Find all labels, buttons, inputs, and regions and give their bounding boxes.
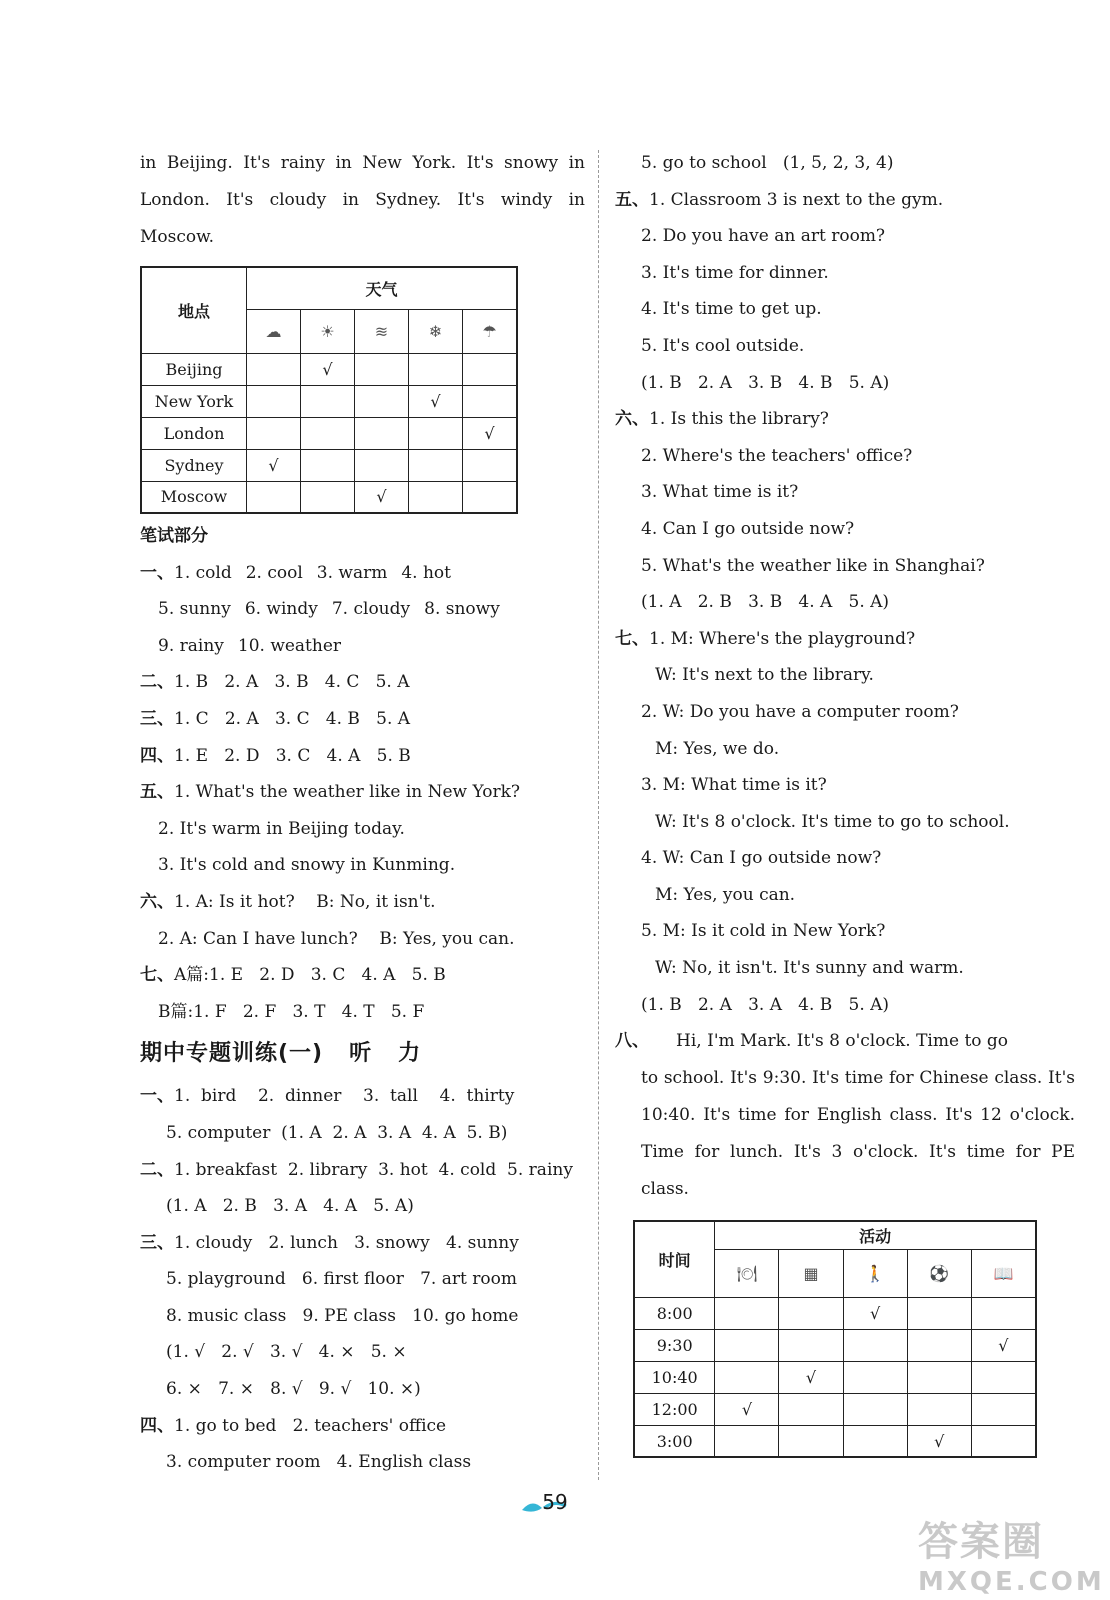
weather-row [141, 385, 517, 417]
answer-line: 5. What's the weather like in Shanghai? [641, 555, 985, 576]
activity-table [633, 1220, 1037, 1458]
answer-line: 5. It's cool outside. [641, 335, 805, 356]
activity-row [634, 1361, 1036, 1393]
answer-line: M: Yes, you can. [655, 884, 796, 905]
section-1: 一、1. cold 2. cool 3. warm 4. hot [140, 562, 451, 583]
page-number: 59 [542, 1490, 568, 1514]
section-number: 五、 [615, 189, 649, 210]
unit-title: 期中专题训练(一) 听 力 [140, 1041, 422, 1067]
check-cell: √ [409, 385, 463, 417]
vocab-item: 8. snowy [424, 599, 500, 620]
weather-row [141, 481, 517, 513]
check-cell [247, 417, 301, 449]
weather-paragraph: in Beijing. It's rainy in New York. It's snowy in London. It's cloudy in Sydney. It's windy in Moscow. [140, 153, 585, 247]
vocab-item: 6. windy [244, 599, 318, 620]
answer-text: 1. Is this the library? [649, 409, 829, 430]
check-cell [971, 1297, 1036, 1329]
right-top-line: 5. go to school (1, 5, 2, 3, 4) [641, 153, 894, 173]
unit-section-2-line2: (1. A 2. B 3. A 4. A 5. A) [166, 1196, 414, 1217]
check-cell [779, 1297, 843, 1329]
section-1-line2 [140, 591, 585, 628]
check-cell [843, 1425, 907, 1457]
unit-section-3-line3: 8. music class 9. PE class 10. go home [166, 1305, 519, 1326]
answer-line: 3. It's time for dinner. [641, 262, 829, 283]
section-1-line3 [140, 628, 585, 665]
answer-text: 1. M: Where's the playground? [649, 628, 916, 649]
weather-row [141, 417, 517, 449]
city-cell: Sydney [141, 449, 247, 481]
answer-line: 2. Where's the teachers' office? [641, 445, 913, 466]
vocab-item: 2. cool [245, 562, 303, 583]
check-cell [247, 481, 301, 513]
activity-row [634, 1425, 1036, 1457]
written-section-title: 笔试部分 [140, 526, 208, 546]
time-cell: 10:40 [634, 1361, 715, 1393]
city-cell: London [141, 417, 247, 449]
answer-line: 2. W: Do you have a computer room? [641, 701, 959, 722]
check-cell [971, 1425, 1036, 1457]
vocab-item: 9. rainy [158, 635, 224, 656]
answer-line: 5. M: Is it cold in New York? [641, 921, 886, 942]
check-cell [843, 1393, 907, 1425]
check-cell [907, 1329, 971, 1361]
right-section-8: 八、 Hi, I'm Mark. It's 8 o'clock. Time to go [615, 1031, 1009, 1052]
section-6: 六、1. A: Is it hot? B: No, it isn't. [140, 891, 436, 912]
vocab-item: 10. weather [237, 635, 342, 656]
check-cell: √ [779, 1361, 843, 1393]
right-section-6 [615, 401, 1075, 621]
watermark [918, 1510, 1105, 1597]
check-cell [355, 353, 409, 385]
check-cell [463, 353, 518, 385]
activity-row [634, 1329, 1036, 1361]
answer-line: (1. A 2. B 3. B 4. A 5. A) [641, 592, 890, 613]
snowy-icon: ❄ [409, 309, 463, 353]
time-cell: 3:00 [634, 1425, 715, 1457]
rainy-icon: ☂ [463, 309, 518, 353]
weather-table [140, 266, 518, 514]
sunny-icon: ☀ [301, 309, 355, 353]
lunch-icon: 🍽 [715, 1249, 779, 1297]
check-cell [355, 449, 409, 481]
check-cell [715, 1361, 779, 1393]
time-cell: 12:00 [634, 1393, 715, 1425]
check-cell [463, 481, 518, 513]
city-cell: Beijing [141, 353, 247, 385]
answer-line: W: It's 8 o'clock. It's time to go to school. [655, 811, 1010, 832]
unit-section-3-line2: 5. playground 6. first floor 7. art room [166, 1269, 517, 1290]
check-cell [409, 353, 463, 385]
right-column [615, 145, 1075, 1458]
check-cell [247, 353, 301, 385]
unit-section-3: 三、1. cloudy 2. lunch 3. snowy 4. sunny [140, 1232, 519, 1253]
unit-section-4-line2: 3. computer room 4. English class [166, 1452, 472, 1473]
watermark-line1: 答案圈 [918, 1519, 1044, 1565]
check-cell [715, 1297, 779, 1329]
answer-line [615, 182, 1075, 219]
check-cell [355, 385, 409, 417]
check-cell: √ [843, 1297, 907, 1329]
vocab-item: 5. sunny [158, 599, 231, 620]
check-cell [907, 1297, 971, 1329]
check-cell: √ [971, 1329, 1036, 1361]
weather-row [141, 353, 517, 385]
check-cell: √ [715, 1393, 779, 1425]
check-cell: √ [907, 1425, 971, 1457]
check-cell: √ [301, 353, 355, 385]
time-cell: 9:30 [634, 1329, 715, 1361]
answer-line: M: Yes, we do. [655, 738, 780, 759]
pe-class-icon: ⚽ [907, 1249, 971, 1297]
activity-row [634, 1393, 1036, 1425]
answer-line [615, 621, 1075, 658]
section-4: 四、1. E 2. D 3. C 4. A 5. B [140, 745, 411, 766]
answer-line: 4. W: Can I go outside now? [641, 848, 882, 869]
check-cell: √ [247, 449, 301, 481]
right-section-7 [615, 621, 1075, 1024]
check-cell [843, 1361, 907, 1393]
column-divider [598, 150, 599, 1480]
time-header: 时间 [634, 1221, 715, 1297]
check-cell [409, 417, 463, 449]
unit-section-2: 二、1. breakfast 2. library 3. hot 4. cold 5. rainy [140, 1159, 573, 1180]
activity-row [634, 1297, 1036, 1329]
check-cell [779, 1393, 843, 1425]
right-section-5 [615, 182, 1075, 402]
cloudy-icon: ☁ [247, 309, 301, 353]
unit-section-3-line4: (1. √ 2. √ 3. √ 4. × 5. × [166, 1342, 407, 1363]
check-cell [715, 1329, 779, 1361]
answer-line: 3. M: What time is it? [641, 775, 827, 796]
section-6-line2: 2. A: Can I have lunch? B: Yes, you can. [158, 928, 515, 949]
check-cell [301, 481, 355, 513]
check-cell [463, 385, 518, 417]
check-cell [907, 1361, 971, 1393]
check-cell [301, 385, 355, 417]
check-cell [971, 1393, 1036, 1425]
section-7-line2: B篇:1. F 2. F 3. T 4. T 5. F [158, 1001, 425, 1022]
unit-section-1-line2: 5. computer (1. A 2. A 3. A 4. A 5. B) [166, 1122, 508, 1143]
place-header: 地点 [141, 267, 247, 353]
section-5-line3: 3. It's cold and snowy in Kunming. [158, 855, 456, 876]
section-5-line2: 2. It's warm in Beijing today. [158, 818, 405, 839]
check-cell [779, 1329, 843, 1361]
chinese-class-icon: 📖 [971, 1249, 1036, 1297]
city-cell: Moscow [141, 481, 247, 513]
vocab-item: 3. warm [316, 562, 388, 583]
weather-header: 天气 [247, 267, 518, 309]
watermark-line2: MXQE.COM [918, 1567, 1105, 1597]
section-number: 七、 [615, 628, 649, 649]
unit-section-3-line5: 6. × 7. × 8. √ 9. √ 10. ×) [166, 1379, 421, 1400]
check-cell [907, 1393, 971, 1425]
answer-line: W: No, it isn't. It's sunny and warm. [655, 958, 964, 979]
vocab-item: 4. hot [401, 562, 451, 583]
answer-line: 4. It's time to get up. [641, 299, 822, 320]
check-cell [301, 417, 355, 449]
check-cell [409, 481, 463, 513]
check-cell [301, 449, 355, 481]
unit-section-4: 四、1. go to bed 2. teachers' office [140, 1415, 447, 1436]
check-cell: √ [355, 481, 409, 513]
section-3: 三、1. C 2. A 3. C 4. B 5. A [140, 708, 411, 729]
check-cell [971, 1361, 1036, 1393]
check-cell [843, 1329, 907, 1361]
left-column [140, 145, 585, 1481]
time-cell: 8:00 [634, 1297, 715, 1329]
unit-section-1: 一、1. bird 2. dinner 3. tall 4. thirty [140, 1086, 515, 1107]
answer-line: 3. What time is it? [641, 482, 799, 503]
check-cell [779, 1425, 843, 1457]
check-cell [409, 449, 463, 481]
english-class-icon: ▦ [779, 1249, 843, 1297]
answer-line [615, 401, 1075, 438]
check-cell [463, 449, 518, 481]
city-cell: New York [141, 385, 247, 417]
answer-line: 4. Can I go outside now? [641, 518, 855, 539]
vocab-item: 7. cloudy [331, 599, 411, 620]
section-number: 六、 [615, 409, 649, 430]
right-section-8-paragraph: to school. It's 9:30. It's time for Chinese class. It's 10:40. It's time for English class. It's 12 o'clock. Time for lunch. It's 3 o'clock. It's time for PE class. [641, 1068, 1075, 1200]
answer-line: (1. B 2. A 3. B 4. B 5. A) [641, 372, 890, 393]
check-cell [355, 417, 409, 449]
section-2: 二、1. B 2. A 3. B 4. C 5. A [140, 672, 410, 693]
section-5: 五、1. What's the weather like in New York? [140, 782, 521, 803]
answer-line: W: It's next to the library. [655, 665, 874, 686]
answer-line: 2. Do you have an art room? [641, 226, 886, 247]
check-cell [247, 385, 301, 417]
activity-header: 活动 [715, 1221, 1036, 1249]
vocab-item: 1. cold [174, 562, 232, 583]
answer-text: 1. Classroom 3 is next to the gym. [649, 189, 944, 210]
windy-icon: ≋ [355, 309, 409, 353]
check-cell [715, 1425, 779, 1457]
answer-line: (1. B 2. A 3. A 4. B 5. A) [641, 994, 890, 1015]
section-7: 七、A篇:1. E 2. D 3. C 4. A 5. B [140, 965, 446, 986]
weather-row [141, 449, 517, 481]
go-to-school-icon: 🚶 [843, 1249, 907, 1297]
check-cell: √ [463, 417, 518, 449]
